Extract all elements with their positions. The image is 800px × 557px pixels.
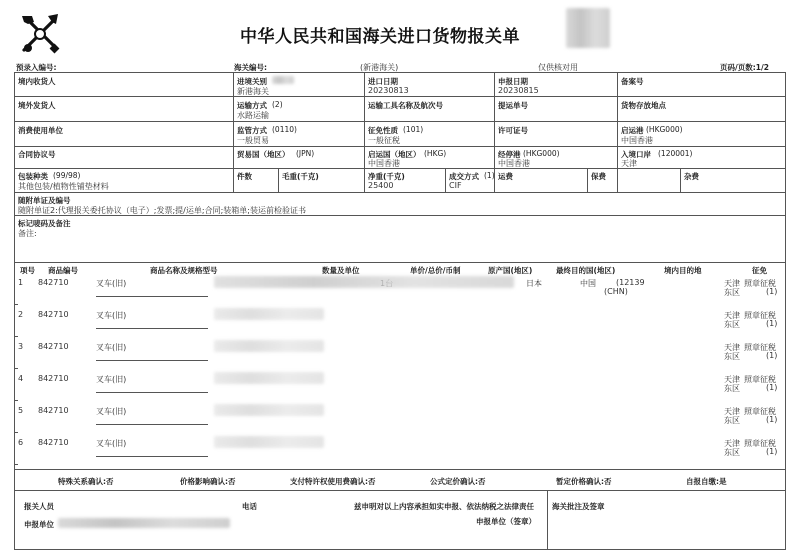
redacted-spec — [214, 404, 324, 416]
pieces-label: 件数 — [237, 172, 252, 181]
table-row — [14, 306, 786, 338]
import-date-label: 进口日期 — [368, 77, 398, 86]
redacted-spec — [214, 372, 324, 384]
row-underline — [96, 360, 208, 361]
provisional-price-confirm: 暂定价格确认:否 — [556, 477, 612, 486]
row-underline — [96, 392, 208, 393]
deal-mode-value: CIF — [449, 181, 462, 190]
entry-customs-label: 进境关别 — [237, 77, 267, 86]
row-levy-b: 照章征税 — [744, 407, 776, 416]
royalty-confirm: 支付特许权使用费确认:否 — [290, 477, 376, 486]
row-dest-extra: (12139 — [616, 278, 645, 287]
grid-line — [14, 146, 786, 147]
row-levy-d: (1) — [766, 351, 778, 360]
row-levy-b: 照章征税 — [744, 343, 776, 352]
customs-no-label: 海关编号: — [234, 63, 267, 72]
row-levy-c: 东区 — [724, 448, 740, 457]
table-row — [14, 370, 786, 402]
price-influence-confirm: 价格影响确认:否 — [180, 477, 236, 486]
grid-line — [14, 192, 786, 193]
consumer-label: 消费使用单位 — [18, 126, 63, 135]
grid-line — [680, 168, 681, 192]
import-date-value: 20230813 — [368, 86, 409, 95]
net-weight-label: 净重(千克) — [368, 172, 405, 181]
declare-date-label: 申报日期 — [498, 77, 528, 86]
row-code: 842710 — [38, 406, 69, 415]
row-underline — [14, 368, 18, 369]
row-no: 3 — [18, 342, 24, 351]
storage-label: 货物存放地点 — [621, 101, 666, 110]
col-header-levy: 征免 — [752, 266, 767, 275]
seal-label: 申报单位（签章） — [476, 517, 536, 526]
row-levy-a: 天津 — [724, 375, 740, 384]
row-levy-c: 东区 — [724, 352, 740, 361]
transit-port-label: 经停港 — [498, 150, 521, 159]
departure-country-label: 启运国（地区） — [368, 150, 421, 159]
row-name: 叉车(旧) — [96, 343, 127, 352]
phone-label: 电话 — [242, 502, 257, 511]
row-underline — [14, 304, 18, 305]
row-dest: 中国 — [580, 279, 596, 288]
vessel-label: 运输工具名称及航次号 — [368, 101, 443, 110]
consignee-label: 境内收货人 — [18, 77, 56, 86]
license-no-label: 许可证号 — [498, 126, 528, 135]
departure-port-label: 启运港 — [621, 126, 644, 135]
row-levy-d: (1) — [766, 319, 778, 328]
statement: 兹申明对以上内容承担如实申报、依法纳税之法律责任 — [354, 502, 534, 511]
row-levy-c: 东区 — [724, 320, 740, 329]
net-weight-value: 25400 — [368, 181, 394, 190]
transit-port-code: (HKG000) — [523, 149, 560, 158]
row-no: 5 — [18, 406, 24, 415]
row-name: 叉车(旧) — [96, 311, 127, 320]
contract-no-label: 合同协议号 — [18, 150, 56, 159]
supervision-value: 一般贸易 — [237, 136, 269, 145]
supervision-label: 监管方式 — [237, 126, 267, 135]
row-name: 叉车(旧) — [96, 279, 127, 288]
deal-mode-code: (1) — [484, 171, 495, 180]
row-underline — [14, 432, 18, 433]
row-no: 1 — [18, 278, 24, 287]
row-levy-a: 天津 — [724, 407, 740, 416]
row-levy-a: 天津 — [724, 311, 740, 320]
row-code: 842710 — [38, 278, 69, 287]
departure-country-value: 中国香港 — [368, 159, 400, 168]
grid-line — [14, 490, 786, 491]
customs-name: (新港海关) — [360, 63, 399, 72]
row-code: 842710 — [38, 342, 69, 351]
row-levy-c: 东区 — [724, 288, 740, 297]
insurance-label: 保费 — [591, 172, 606, 181]
row-code: 842710 — [38, 374, 69, 383]
grid-line — [617, 72, 618, 192]
transit-port-value: 中国香港 — [498, 159, 530, 168]
gross-weight-label: 毛重(千克) — [282, 172, 319, 181]
entry-port-label: 入境口岸 — [621, 150, 651, 159]
departure-country-code: (HKG) — [424, 149, 447, 158]
row-origin: 日本 — [526, 279, 542, 288]
redacted-spec — [214, 340, 324, 352]
grid-line — [278, 168, 279, 192]
self-pay-confirm: 自报自缴:是 — [686, 477, 727, 486]
departure-port-value: 中国香港 — [621, 136, 653, 145]
grid-line — [14, 96, 786, 97]
declare-date-value: 20230815 — [498, 86, 539, 95]
row-levy-b: 照章征税 — [744, 375, 776, 384]
supervision-code: (0110) — [272, 125, 297, 134]
levy-nature-code: (101) — [403, 125, 424, 134]
grid-line — [14, 469, 786, 470]
table-row — [14, 402, 786, 434]
row-levy-d: (1) — [766, 447, 778, 456]
entry-port-value: 天津 — [621, 159, 637, 168]
redacted-spec — [214, 436, 324, 448]
row-levy-a: 天津 — [724, 343, 740, 352]
customs-approval-label: 海关批注及签章 — [552, 502, 605, 511]
row-underline — [96, 296, 208, 297]
row-underline — [96, 328, 208, 329]
col-header-dest-country: 最终目的国(地区) — [556, 266, 616, 275]
grid-line — [587, 168, 588, 192]
declarant-label: 报关人员 — [24, 502, 54, 511]
col-header-origin: 原产国(地区) — [488, 266, 533, 275]
package-type-value: 其他包装/植物性铺垫材料 — [18, 182, 109, 191]
freight-label: 运费 — [498, 172, 513, 181]
attached-docs-label: 随附单证及编号 — [18, 196, 71, 205]
marks-label: 标记唛码及备注 — [18, 219, 71, 228]
row-underline — [14, 400, 18, 401]
row-levy-d: (1) — [766, 287, 778, 296]
row-name: 叉车(旧) — [96, 439, 127, 448]
col-header-code: 商品编号 — [48, 266, 78, 275]
levy-nature-value: 一般征税 — [368, 136, 400, 145]
col-header-no: 项号 — [20, 266, 35, 275]
grid-line — [14, 121, 786, 122]
record-no-label: 备案号 — [621, 77, 644, 86]
grid-line — [364, 72, 365, 192]
row-levy-a: 天津 — [724, 279, 740, 288]
table-row — [14, 434, 786, 466]
row-dest-code: (CHN) — [604, 287, 628, 296]
deal-mode-label: 成交方式 — [449, 172, 479, 181]
row-name: 叉车(旧) — [96, 407, 127, 416]
row-code: 842710 — [38, 438, 69, 447]
row-code: 842710 — [38, 310, 69, 319]
grid-line — [547, 490, 548, 550]
row-levy-b: 照章征税 — [744, 311, 776, 320]
table-row — [14, 338, 786, 370]
trade-country-code: (JPN) — [296, 149, 315, 158]
row-levy-b: 照章征税 — [744, 279, 776, 288]
overseas-shipper-label: 境外发货人 — [18, 101, 56, 110]
special-relation-confirm: 特殊关系确认:否 — [58, 477, 114, 486]
declaring-unit-label: 申报单位 — [24, 520, 54, 529]
document-title: 中华人民共和国海关进口货物报关单 — [240, 27, 520, 47]
col-header-dest: 境内目的地 — [664, 266, 702, 275]
trade-country-label: 贸易国（地区） — [237, 150, 290, 159]
package-type-label: 包装种类 — [18, 172, 48, 181]
row-levy-c: 东区 — [724, 384, 740, 393]
row-no: 2 — [18, 310, 24, 319]
redacted-serial — [566, 8, 610, 48]
row-name: 叉车(旧) — [96, 375, 127, 384]
marks-value: 备注: — [18, 229, 37, 238]
verify-note: 仅供核对用 — [538, 63, 578, 72]
table-row — [14, 274, 786, 306]
col-header-name: 商品名称及规格型号 — [150, 266, 218, 275]
col-header-price: 单价/总价/币制 — [410, 266, 461, 275]
col-header-qty: 数量及单位 — [322, 266, 360, 275]
redacted-declaring-unit — [58, 518, 230, 528]
pre-entry-label: 预录入编号: — [16, 63, 57, 72]
grid-line — [445, 168, 446, 192]
row-levy-d: (1) — [766, 415, 778, 424]
redacted-code — [272, 76, 294, 84]
entry-customs-value: 新港海关 — [237, 87, 269, 96]
row-levy-c: 东区 — [724, 416, 740, 425]
row-underline — [96, 456, 208, 457]
grid-line — [14, 262, 786, 263]
bill-no-label: 提运单号 — [498, 101, 528, 110]
transport-mode-value: 水路运输 — [237, 111, 269, 120]
grid-line — [14, 168, 786, 169]
row-no: 6 — [18, 438, 24, 447]
customs-emblem-icon — [18, 12, 62, 56]
entry-port-code: (120001) — [658, 149, 693, 158]
row-levy-b: 照章征税 — [744, 439, 776, 448]
departure-port-code: (HKG000) — [646, 125, 683, 134]
levy-nature-label: 征免性质 — [368, 126, 398, 135]
redacted-spec — [214, 308, 324, 320]
row-underline — [14, 464, 18, 465]
row-no: 4 — [18, 374, 24, 383]
transport-mode-label: 运输方式 — [237, 101, 267, 110]
transport-mode-code: (2) — [272, 100, 283, 109]
row-levy-d: (1) — [766, 383, 778, 392]
row-underline — [14, 336, 18, 337]
grid-line — [233, 72, 234, 192]
row-levy-a: 天津 — [724, 439, 740, 448]
attached-docs-value: 随附单证2:代理报关委托协议（电子）;发票;提/运单;合同;装箱单;装运前检验证书 — [18, 206, 306, 215]
page-indicator: 页码/页数:1/2 — [720, 63, 769, 72]
redacted-spec — [214, 276, 514, 288]
formula-price-confirm: 公式定价确认:否 — [430, 477, 486, 486]
misc-label: 杂费 — [684, 172, 699, 181]
package-type-code: (99/98) — [53, 171, 81, 180]
row-underline — [96, 424, 208, 425]
